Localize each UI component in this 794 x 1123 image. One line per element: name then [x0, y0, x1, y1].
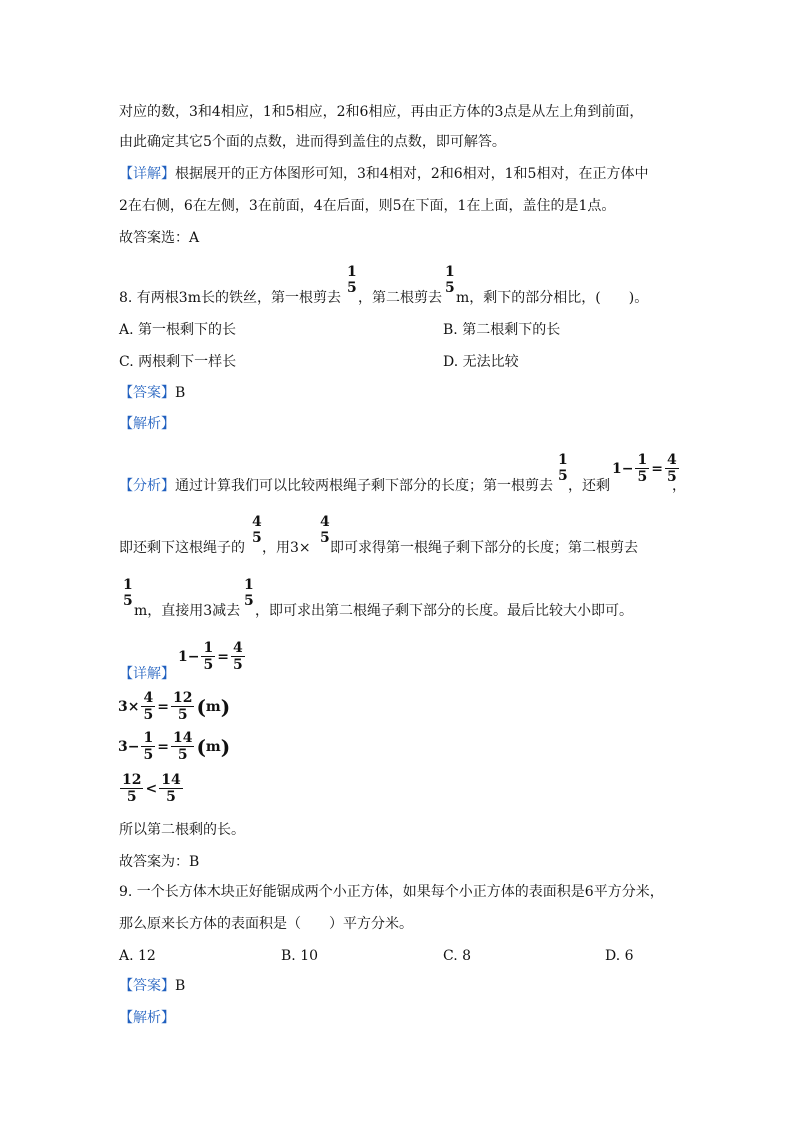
q8-option-c: C. 两根剩下一样长 [119, 354, 237, 370]
operator: = [217, 648, 229, 665]
denominator: 5 [666, 469, 677, 485]
unit: m [205, 738, 221, 755]
denominator: 5 [252, 530, 262, 546]
operator: = [651, 460, 663, 477]
q8-stem-part: ，第二根剪去 [358, 290, 442, 306]
text-line [119, 164, 648, 184]
term: 1 [178, 648, 188, 665]
denominator: 5 [558, 468, 568, 484]
q8-option-d: D. 无法比较 [443, 354, 519, 370]
q8-analysis-line: 即还剩下这根绳子的 [119, 540, 245, 556]
numerator: 12 [122, 772, 142, 788]
denominator: 5 [166, 789, 176, 805]
numerator: 1 [347, 264, 357, 280]
term: 3 [118, 698, 128, 715]
equation-times: 3 × $\frac{4}{5}$ = $\frac{12}{5}$ ( m ) [118, 690, 231, 723]
numerator: 4 [143, 690, 154, 706]
q9-option-d: D. 6 [605, 948, 634, 964]
q8-analysis-tag: 【解析】 [119, 416, 175, 432]
text-part: 即可求得第一根绳子剩下部分的长度；第二根剪去 [330, 540, 638, 556]
equation-minus: 3 − $\frac{1}{5}$ = $\frac{14}{5}$ ( m ) [118, 730, 231, 763]
numerator: 4 [666, 452, 677, 468]
text-line: 2在右侧，6在左侧，3在前面，4在后面，则5在下面，1在上面，盖住的是1点。 [119, 198, 616, 214]
denominator: 5 [232, 657, 243, 673]
operator: − [621, 460, 634, 477]
q9-option-a: A. 12 [119, 948, 156, 964]
operator: × [127, 698, 140, 715]
numerator: 1 [203, 640, 214, 656]
denominator: 5 [177, 747, 188, 763]
numerator: 14 [172, 730, 193, 746]
text-part: ，还剩 [568, 478, 610, 494]
text-line: 对应的数，3和4相应，1和5相应，2和6相应，再由正方体的3点是从左上角到前面， [119, 104, 644, 120]
detail-text: 根据展开的正方体图形可知，3和4相对，2和6相对，1和5相对，在正方体中 [175, 166, 649, 182]
denominator: 5 [126, 789, 137, 805]
term: 3 [118, 738, 128, 755]
denominator: 5 [177, 707, 188, 723]
equation-one-minus-one-fifth [178, 640, 247, 673]
fenxi-tag: 【分析】 [119, 478, 175, 494]
text-line: 由此确定其它5个面的点数，进而得到盖住的点数，即可解答。 [119, 134, 506, 150]
numerator: 1 [244, 577, 254, 593]
numerator: 1 [445, 264, 455, 280]
text-part: ， [672, 478, 686, 494]
text-part: ，即可求出第二根绳子剩下部分的长度。最后比较大小即可。 [255, 603, 633, 619]
denominator: 5 [637, 469, 648, 485]
numerator: 12 [172, 690, 193, 706]
denominator: 5 [320, 530, 330, 546]
numerator: 4 [232, 640, 243, 656]
numerator: 4 [320, 514, 330, 530]
q9-answer [119, 976, 185, 996]
q9-stem-line: 9. 一个长方体木块正好能锯成两个小正方体，如果每个小正方体的表面积是6平方分米， [119, 884, 664, 900]
denominator: 5 [445, 280, 455, 296]
q8-answer [119, 383, 185, 403]
answer-value: B [175, 385, 186, 401]
denominator: 5 [203, 657, 214, 673]
operator: − [187, 648, 200, 665]
q9-option-b: B. 10 [281, 948, 319, 964]
q8-conclusion: 所以第二根剩的长。 [119, 822, 245, 838]
numerator: 1 [143, 730, 154, 746]
denominator: 5 [123, 593, 133, 609]
term: 1 [612, 460, 622, 477]
operator: − [127, 738, 140, 755]
denominator: 5 [143, 707, 154, 723]
denominator: 5 [143, 747, 154, 763]
q9-option-c: C. 8 [443, 948, 472, 964]
answer-line: 故答案选：A [119, 230, 200, 246]
q8-analysis-line: m，直接用3减去 [134, 603, 241, 619]
comparison [118, 772, 185, 805]
q8-analysis-line: 【分析】通过计算我们可以比较两根绳子剩下部分的长度；第一根剪去 [119, 478, 553, 494]
operator: = [157, 698, 169, 715]
unit: m [205, 698, 221, 715]
q8-final-answer: 故答案为：B [119, 854, 200, 870]
answer-value: B [175, 978, 186, 994]
q8-stem [119, 288, 341, 308]
numerator: 1 [637, 452, 648, 468]
operator: < [145, 780, 158, 797]
q9-analysis-tag: 【解析】 [119, 1010, 175, 1026]
text-part: ，用3× [262, 540, 311, 556]
q8-detail-tag: 【详解】 [119, 666, 175, 682]
detail-tag: 【详解】 [119, 166, 175, 182]
answer-tag: 【答案】 [119, 978, 175, 994]
denominator: 5 [347, 280, 357, 296]
numerator: 1 [123, 577, 133, 593]
numerator: 4 [252, 514, 262, 530]
answer-tag: 【答案】 [119, 385, 175, 401]
numerator: 1 [558, 452, 568, 468]
denominator: 5 [244, 593, 254, 609]
q8-option-a: A. 第一根剩下的长 [119, 322, 237, 338]
numerator: 14 [161, 772, 181, 788]
q9-stem-line: 那么原来长方体的表面积是（ ）平方分米。 [119, 916, 413, 932]
q8-option-b: B. 第二根剩下的长 [443, 322, 561, 338]
q8-stem-part: 8. 有两根3m长的铁丝，第一根剪去 [119, 290, 341, 306]
q8-stem-part: m，剩下的部分相比，( )。 [456, 290, 649, 306]
operator: = [157, 738, 169, 755]
equation-one-minus-one-fifth [612, 452, 681, 485]
